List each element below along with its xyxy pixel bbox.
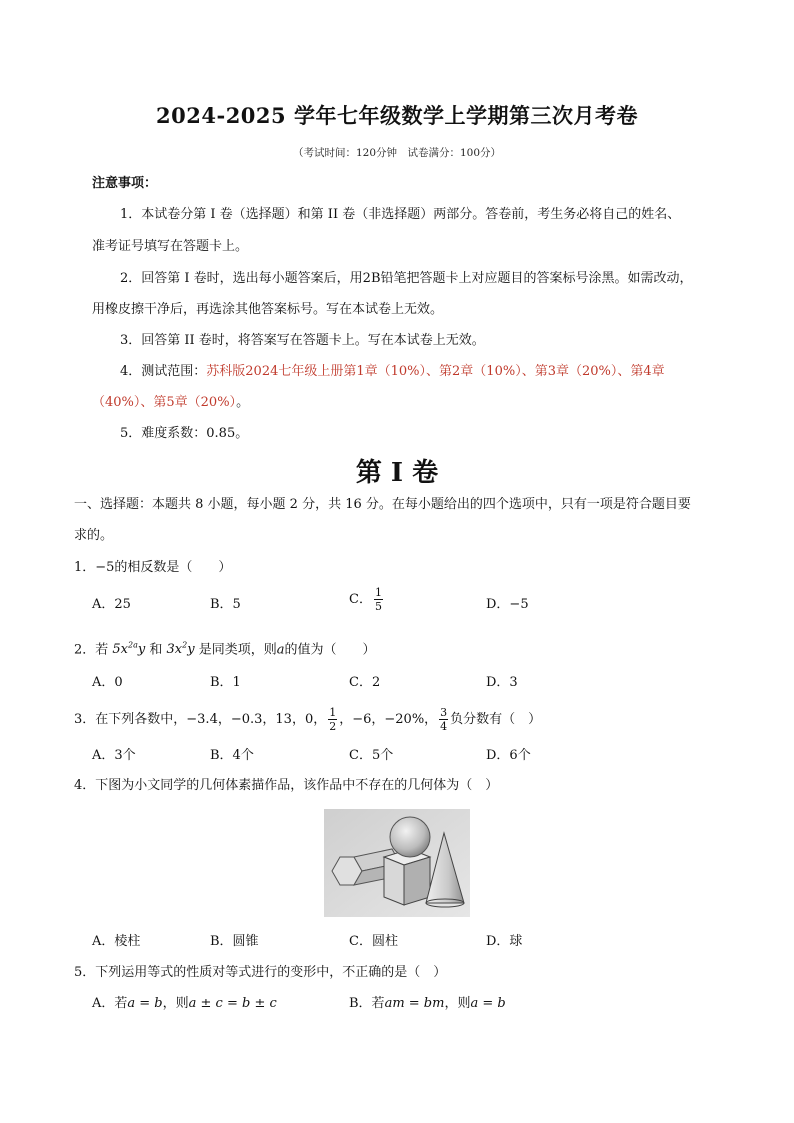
q2-term-2-var: y [187, 642, 195, 658]
note-4-range-a: 苏科版2024七年级上册第1章（10%）、第2章（10%）、第3章（20%）、第4章 [206, 364, 665, 379]
q2-option-a[interactable]: A．0 [92, 675, 123, 690]
note-3: 3．回答第 II 卷时，将答案写在答题卡上。写在本试卷上无效。 [120, 333, 485, 348]
note-2a: 2．回答第 I 卷时，选出每小题答案后，用2B铅笔把答题卡上对应题目的答案标号涂黑。如需改动， [120, 271, 693, 286]
q3-stem-pre: 3．在下列各数中，−3.4，−0.3，13，0， [74, 712, 327, 727]
fraction-denominator: 5 [374, 600, 382, 613]
q4-option-b[interactable]: B．圆锥 [210, 934, 259, 949]
q2-and: 和 [145, 642, 167, 658]
fraction-denominator: 2 [329, 720, 337, 733]
section-intro-a: 一、选择题：本题共 8 小题，每小题 2 分，共 16 分。在每小题给出的四个选项中，只有一项是符合题目要 [74, 497, 691, 512]
fraction-numerator: 1 [374, 586, 382, 599]
q3-fraction-1 [328, 706, 337, 733]
q2-term-2 [167, 642, 195, 657]
q5-option-a[interactable] [92, 995, 277, 1013]
q2-stem-post: 的值为（ ） [284, 642, 376, 658]
q5-a-then: ，则 [162, 996, 189, 1011]
note-5: 5．难度系数：0.85。 [120, 426, 249, 441]
q5-b-then: ，则 [444, 996, 471, 1011]
q1-option-c-fraction [374, 586, 383, 613]
q5-a-result: a ± c = b ± c [188, 996, 277, 1011]
q2-term-1-base: 5x [112, 642, 129, 658]
question-4-stem: 4．下图为小文同学的几何体素描作品，该作品中不存在的几何体为（ ） [74, 778, 499, 793]
question-5-stem: 5．下列运用等式的性质对等式进行的变形中，不正确的是（ ） [74, 965, 447, 980]
q1-option-c[interactable] [349, 586, 385, 613]
q3-option-b[interactable]: B．4个 [210, 748, 254, 763]
q4-option-d[interactable]: D．球 [486, 934, 523, 949]
question-2-stem [74, 637, 375, 659]
q2-term-1 [112, 642, 145, 657]
q3-option-a[interactable]: A．3个 [92, 748, 136, 763]
q1-option-d[interactable]: D．−5 [486, 597, 529, 612]
page-title: 2024-2025 学年七年级数学上学期第三次月考卷 [156, 103, 638, 128]
fraction-numerator: 1 [329, 706, 337, 719]
q3-option-d[interactable]: D．6个 [486, 748, 531, 763]
q3-stem-post: 负分数有（ ） [450, 712, 542, 727]
section-intro-b: 求的。 [74, 528, 114, 543]
note-1a: 1．本试卷分第 I 卷（选择题）和第 II 卷（非选择题）两部分。答卷前，考生务必将自己的姓名、 [120, 207, 681, 222]
note-4-prefix: 4．测试范围： [120, 364, 207, 379]
note-1b: 准考证号填写在答题卡上。 [92, 239, 249, 254]
fraction-numerator: 3 [440, 706, 448, 719]
q2-stem-mid: 是同类项，则 [194, 642, 277, 658]
q2-option-b[interactable]: B．1 [210, 675, 241, 690]
q2-term-1-exponent: 2a [128, 641, 138, 650]
question-3-stem [74, 706, 541, 733]
q2-option-d[interactable]: D．3 [486, 675, 518, 690]
note-4b [92, 394, 249, 412]
geometry-sketch-drawing [324, 809, 470, 917]
q2-option-c[interactable]: C．2 [349, 675, 381, 690]
q5-a-prefix: A．若 [92, 996, 128, 1011]
q2-term-2-exponent: 2 [182, 641, 188, 650]
geometry-sketch-image [324, 809, 470, 917]
question-1-stem: 1．−5的相反数是（ ） [74, 560, 232, 575]
q3-stem-mid: ，−6，−20%， [339, 712, 438, 727]
q3-fraction-2 [439, 706, 448, 733]
q2-term-2-base: 3x [166, 642, 183, 658]
q1-option-a[interactable]: A．25 [92, 597, 131, 612]
section-title: 第 I 卷 [355, 458, 439, 488]
exam-info: （考试时间：120分钟 试卷满分：100分） [292, 147, 502, 159]
q1-option-c-label: C． [349, 592, 372, 607]
q4-option-a[interactable]: A．棱柱 [92, 934, 141, 949]
q5-option-b[interactable] [349, 995, 506, 1013]
q2-stem-pre: 2．若 [74, 642, 113, 658]
q5-a-condition: a = b [127, 996, 163, 1011]
q2-variable: a [276, 642, 285, 658]
note-4-suffix: 。 [236, 395, 250, 410]
q1-option-b[interactable]: B．5 [210, 597, 241, 612]
q2-term-1-var: y [137, 642, 146, 658]
note-2b: 用橡皮擦干净后，再选涂其他答案标号。写在本试卷上无效。 [92, 302, 444, 317]
q4-option-c[interactable]: C．圆柱 [349, 934, 398, 949]
q3-option-c[interactable]: C．5个 [349, 748, 394, 763]
q5-b-result: a = b [470, 996, 506, 1011]
q5-b-condition: am = bm [384, 996, 445, 1011]
note-4a [120, 363, 665, 381]
notes-heading: 注意事项： [92, 176, 158, 191]
note-4-range-b: （40%）、第5章（20%） [92, 395, 237, 410]
fraction-denominator: 4 [440, 720, 448, 733]
q5-b-prefix: B．若 [349, 996, 385, 1011]
